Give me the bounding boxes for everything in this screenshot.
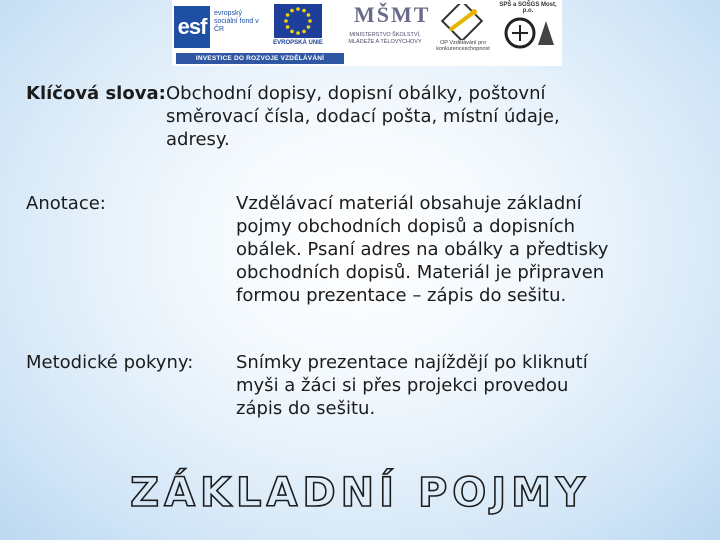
eu-text: EVROPSKÁ UNIE bbox=[273, 40, 323, 46]
method-line: zápis do sešitu. bbox=[236, 398, 376, 419]
esf-mark: esf bbox=[174, 6, 210, 48]
method-line: Snímky prezentace najíždějí po kliknutí bbox=[236, 352, 588, 373]
invest-banner: INVESTICE DO ROZVOJE VZDĚLÁVÁNÍ bbox=[176, 53, 344, 64]
op-emblem-icon bbox=[432, 4, 494, 40]
method-text bbox=[236, 351, 588, 420]
annotation-line: obchodních dopisů. Materiál je připraven bbox=[236, 262, 605, 283]
annotation-label: Anotace: bbox=[26, 193, 106, 214]
esf-text: evropský sociální fond v ČR bbox=[214, 10, 259, 33]
school-emblem-icon bbox=[494, 11, 562, 53]
annotation-line: formou prezentace – zápis do sešitu. bbox=[236, 285, 567, 306]
keywords-line: směrovací čísla, dodací pošta, místní údaje, bbox=[166, 106, 560, 127]
eu-logo bbox=[268, 4, 328, 50]
slide-headline: ZÁKLADNÍ POJMY bbox=[130, 470, 590, 516]
method-label: Metodické pokyny: bbox=[26, 352, 194, 373]
keywords-line: adresy. bbox=[166, 129, 230, 150]
method-line: myši a žáci si přes projekci provedou bbox=[236, 375, 569, 396]
msmt-mark: MŠMT bbox=[354, 2, 431, 27]
esf-logo bbox=[174, 4, 262, 50]
keywords-label: Klíčová slova: bbox=[26, 83, 166, 104]
annotation-line: Vzdělávací materiál obsahuje základní bbox=[236, 193, 582, 214]
msmt-logo bbox=[340, 2, 430, 52]
keywords-line: Obchodní dopisy, dopisní obálky, poštovní bbox=[166, 83, 546, 104]
annotation-line: obálek. Psaní adres na obálky a předtisky bbox=[236, 239, 609, 260]
op-logo bbox=[432, 4, 494, 52]
school-text: SPŠ a SOŠGS Most, p.o. bbox=[499, 2, 557, 14]
keywords-text bbox=[166, 82, 560, 151]
msmt-text: MINISTERSTVO ŠKOLSTVÍ, MLÁDEŽE A TĚLOVÝCHOVY bbox=[348, 32, 422, 45]
op-text: OP Vzdělávání pro konkurenceschopnost bbox=[436, 40, 490, 52]
school-logo bbox=[494, 2, 562, 54]
annotation-text bbox=[236, 192, 608, 307]
annotation-line: pojmy obchodních dopisů a dopisních bbox=[236, 216, 576, 237]
eu-flag-icon bbox=[274, 4, 322, 38]
